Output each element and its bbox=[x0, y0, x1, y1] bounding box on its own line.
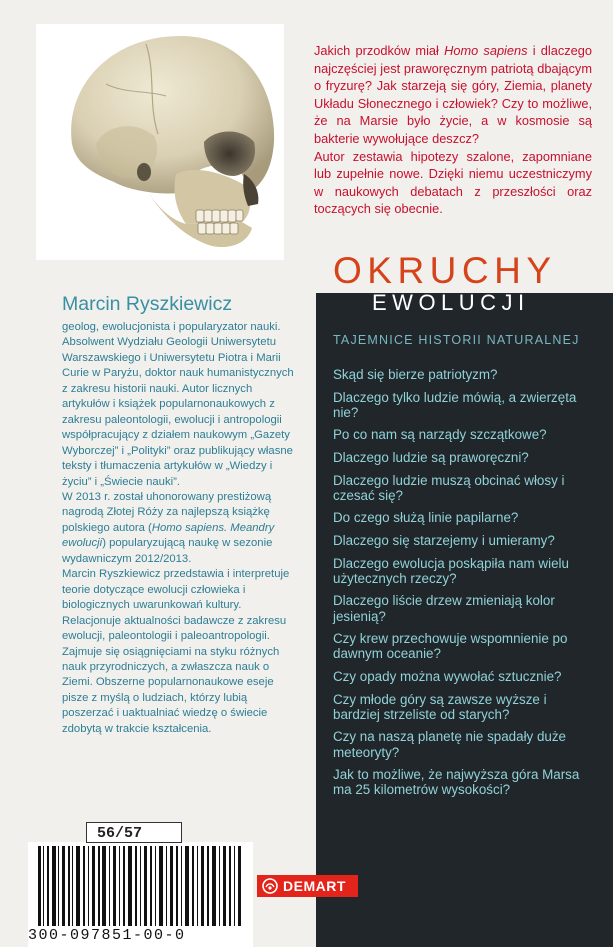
list-item: Dlaczego liście drzew zmieniają kolor jesienią? bbox=[333, 593, 555, 624]
teaser-paragraph-2: Autor zestawia hipotezy szalone, zapomniane lub zupełnie nowe. Dzięki niemu uczestniczymy w naukowych debatach z przeszłości oraz toczących się obecnie. bbox=[314, 148, 592, 217]
list-item: Dlaczego się starzejemy i umieramy? bbox=[333, 532, 555, 548]
teaser-text bbox=[314, 42, 592, 218]
list-item: Czy krew przechowuje wspomnienie po dawnym oceanie? bbox=[333, 631, 568, 662]
publisher-logo bbox=[257, 875, 358, 897]
list-item: Do czego służą linie papilarne? bbox=[333, 510, 519, 526]
barcode-number: 300-097851-00-0 bbox=[28, 927, 186, 944]
list-item: Po co nam są narządy szczątkowe? bbox=[333, 427, 547, 443]
teaser-paragraph-1: Jakich przodków miał Homo sapiens i dlaczego najczęściej jest praworęcznym patriotą dbającym o fryzurę? Jak starzeją się góry, Ziemia, planety Układu Słonecznego i człowiek? Czy to możliwe, że na Marsie było życie, a w kosmosie są bakterie wywołujące deszcz? bbox=[314, 43, 592, 146]
question-list bbox=[333, 367, 593, 805]
list-item: Dlaczego ludzie muszą obcinać włosy i czesać się? bbox=[333, 472, 565, 503]
shelf-code-label: 56/57 bbox=[86, 822, 182, 843]
bio-paragraph-1: geolog, ewolucjonista i popularyzator nauki. Absolwent Wydziału Geologii Uniwersytetu Warszawskiego i Uniwersytetu Piotra i Marii Curie w Paryżu, doktor nauk humanistycznych z zakresu historii nauki. Autor licznych artykułów i książek popularnonaukowych z zakresu paleontologii, ewolucji i antropologii współpracujący z działem naukowym „Gazety Wyborczej” i „Polityki” oraz publikujący własne teksty i tłumaczenia artykułów w „Wiedzy i życiu” i „Świecie nauki”. bbox=[62, 321, 294, 488]
list-item: Czy młode góry są zawsze wyższe i bardziej strzeliste od starych? bbox=[333, 691, 547, 722]
list-item: Dlaczego tylko ludzie mówią, a zwierzęta nie? bbox=[333, 389, 577, 420]
list-item: Dlaczego ludzie są praworęczni? bbox=[333, 449, 529, 465]
list-item: Skąd się bierze patriotyzm? bbox=[333, 367, 498, 382]
bio-paragraph-3: Marcin Ryszkiewicz przedstawia i interpretuje teorie dotyczące ewolucji człowieka i biologicznych uwarunkowań kultury. Relacjonuje aktualności badawcze z zakresu ewolucji, paleontologii i paleoantropologii. Zajmuje się osiągnięciami na styku różnych nauk przyrodniczych, a zwłaszcza nauk o Ziemi. Obszerne popularnonaukowe eseje pisze z myślą o ludziach, którzy lubią poszerzać i uaktualniać wiedzę o świecie zdobytą w trakcie kształcenia. bbox=[62, 568, 290, 735]
skull-image bbox=[36, 24, 284, 260]
book-title: OKRUCHY bbox=[333, 250, 557, 291]
author-name: Marcin Ryszkiewicz bbox=[62, 293, 233, 315]
list-item: Dlaczego ewolucja poskąpiła nam wielu użytecznych rzeczy? bbox=[333, 555, 569, 586]
list-item: Czy na naszą planetę nie spadały duże meteoryty? bbox=[333, 729, 567, 760]
list-item: Czy opady można wywołać sztucznie? bbox=[333, 668, 562, 684]
publisher-name: DEMART bbox=[283, 878, 346, 894]
bio-paragraph-2: W 2013 r. został uhonorowany prestiżową nagrodą Złotej Róży za najlepszą książkę polskiego autora (Homo sapiens. Meandry ewolucji) popularyzującą naukę w sezonie wydawniczym 2012/2013. bbox=[62, 490, 275, 565]
book-subtitle: TAJEMNICE HISTORII NATURALNEJ bbox=[333, 333, 580, 347]
publisher-mark-icon bbox=[262, 878, 278, 894]
author-bio bbox=[62, 320, 298, 737]
skull-icon bbox=[36, 24, 284, 260]
barcode-icon bbox=[38, 846, 244, 926]
list-item: Jak to możliwe, że najwyższa góra Marsa ma 25 kilometrów wysokości? bbox=[333, 767, 580, 798]
book-title-sub: EWOLUCJI bbox=[372, 290, 530, 315]
